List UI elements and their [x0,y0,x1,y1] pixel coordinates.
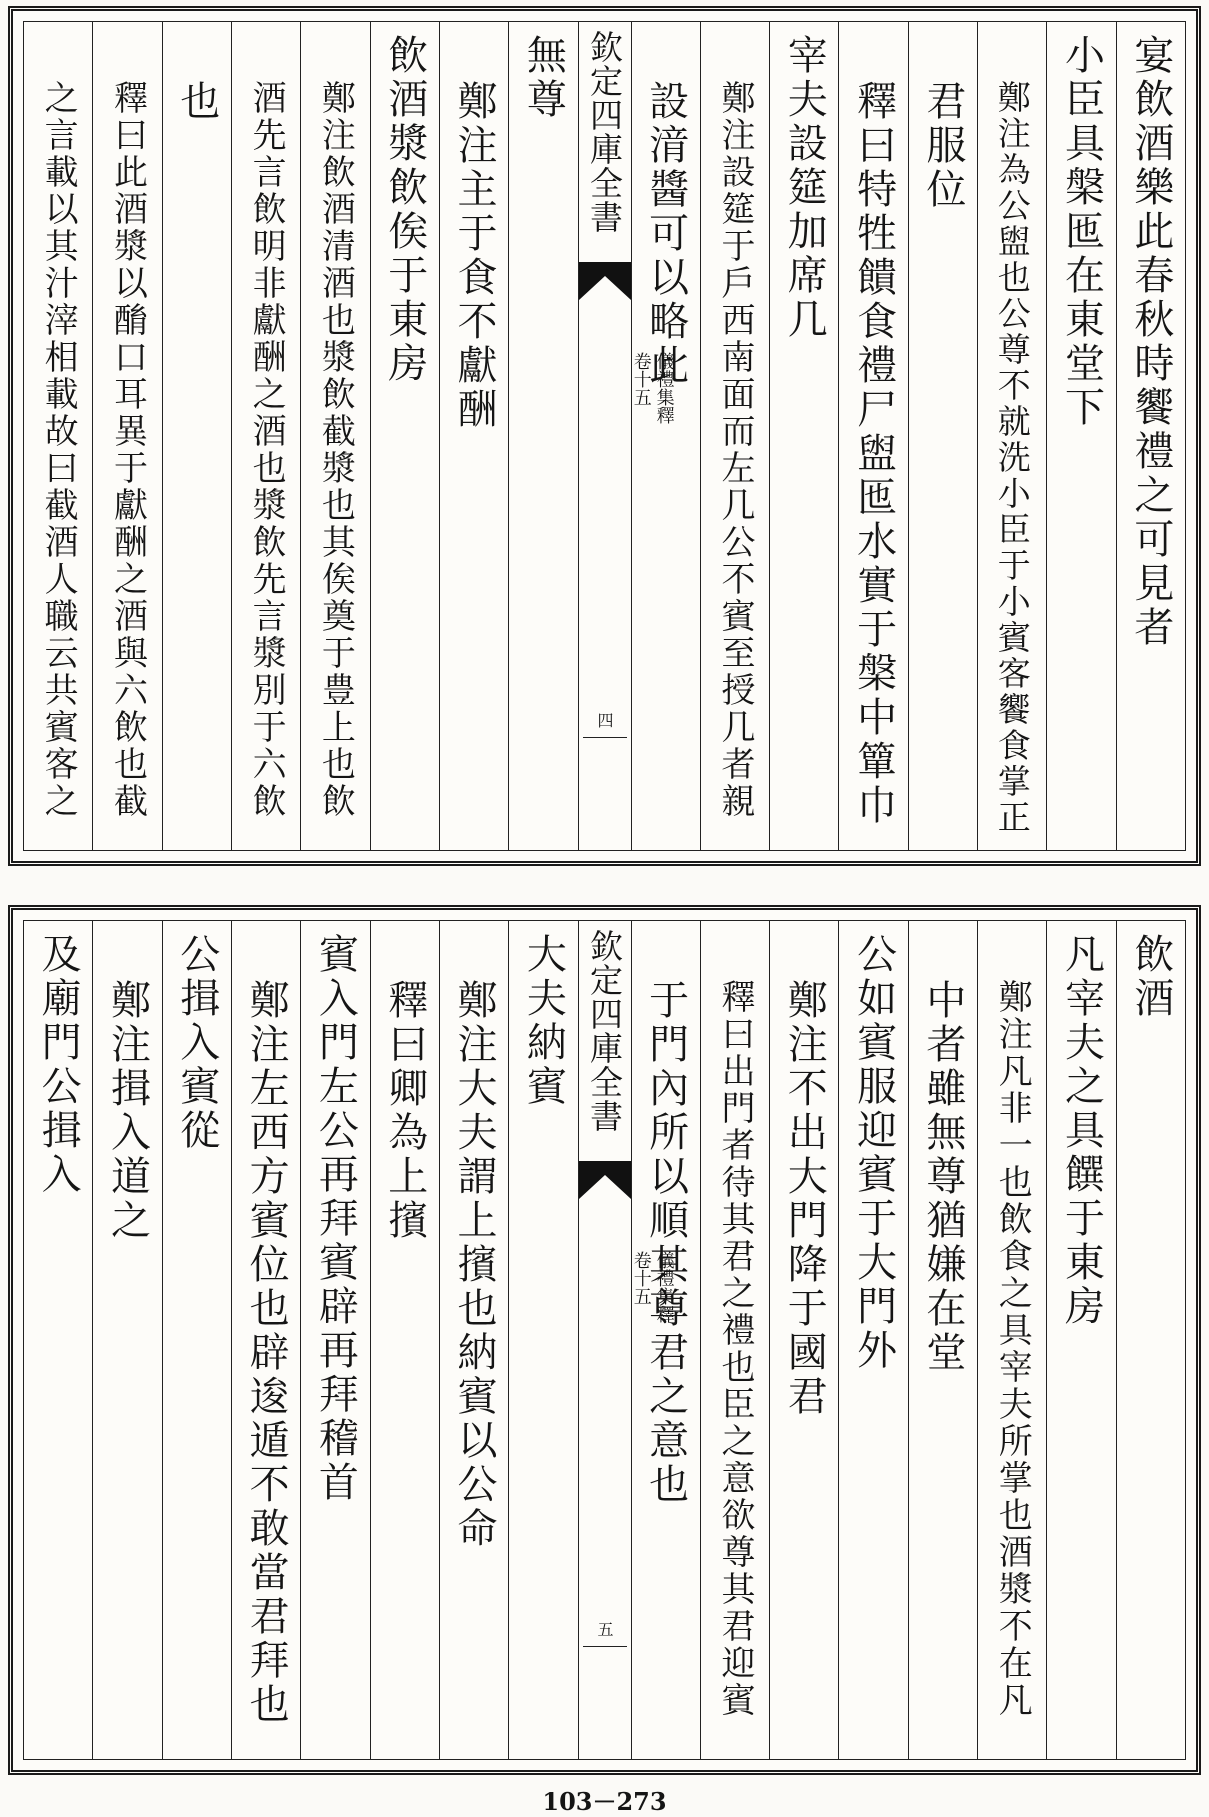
text-column [838,921,907,1759]
column-text: 鄭注凡非一也飲食之具宰夫所掌也酒漿不在凡 [992,979,1033,1719]
column-text: 宰夫設筵加席几 [781,34,828,342]
text-column [631,921,700,1759]
top-page [8,6,1201,866]
text-column [977,22,1046,850]
column-text: 釋曰此酒漿以酳口耳異于獻酬之酒與六飲也截 [107,80,148,820]
column-text: 之言載以其汁滓相載故曰截酒人職云共賓客之 [38,80,79,820]
column-text: 公如賓服迎賓于大門外 [850,933,897,1373]
column-text: 鄭注大夫謂上擯也納賓以公命 [451,979,498,1551]
text-column [300,22,369,850]
text-column [700,921,769,1759]
column-text: 賓入門左公再拜賓辟再拜稽首 [312,933,359,1505]
column-text: 君服位 [919,80,966,212]
column-text: 飲酒漿飲俟于東房 [381,34,428,386]
fish-tail-ornament [579,262,631,300]
column-text: 中者雖無尊猶嫌在堂 [919,979,966,1375]
text-column [508,921,577,1759]
bottom-page-frame [23,920,1186,1760]
spine-title: 欽定四庫全書 [585,30,624,234]
column-text: 也 [173,80,220,124]
column-text: 釋曰卿為上擯 [381,979,428,1243]
spine-volume: 卷十五 [630,352,652,406]
page-footer-number: 103－273 [542,1787,667,1816]
spine-volume: 卷十五 [630,1251,652,1305]
column-text: 鄭注為公盥也公尊不就洗小臣于小賓客饗食掌正 [992,80,1032,836]
column-text: 凡宰夫之具饌于東房 [1058,933,1105,1329]
text-column [162,921,231,1759]
column-text: 釋曰特牲饋食禮尸盥匜水實于槃中簞巾 [850,80,897,828]
spine-rule [583,737,627,738]
column-text: 于門內所以順其尊君之意也 [642,979,689,1507]
text-column [231,22,300,850]
text-column [300,921,369,1759]
spine-book-name: 儀禮集釋 [653,352,675,424]
text-column [1116,22,1185,850]
column-text: 鄭注不出大門降于國君 [781,979,828,1419]
column-text: 小臣具槃匜在東堂下 [1058,34,1105,430]
text-column [908,921,977,1759]
page-number: 五 [595,1621,614,1637]
column-text: 鄭注飲酒清酒也漿飲截漿也其俟奠于豊上也飲 [315,80,356,820]
text-column [439,22,508,850]
text-column [631,22,700,850]
spine-title: 欽定四庫全書 [585,929,624,1133]
text-column [162,22,231,850]
column-text: 鄭注左西方賓位也辟逡遁不敢當君拜也 [243,979,290,1727]
text-column [838,22,907,850]
column-text: 設湇醬可以略此 [642,80,689,388]
fish-tail-ornament [579,1161,631,1199]
column-text: 及廟門公揖入 [35,933,82,1197]
column-text: 酒先言飲明非獻酬之酒也漿飲先言漿別于六飲 [246,80,287,820]
bottom-page [8,905,1201,1775]
column-text: 宴飲酒樂此春秋時饗禮之可見者 [1127,34,1174,650]
text-column [92,22,161,850]
text-column [439,921,508,1759]
text-column [24,22,92,850]
text-column [1046,22,1115,850]
column-text: 鄭注主于食不獻酬 [451,80,498,432]
column-text: 公揖入賓從 [173,933,220,1153]
text-column [24,921,92,1759]
column-text: 鄭注揖入道之 [104,979,151,1243]
text-column [370,921,439,1759]
spine-book-name: 儀禮集釋 [653,1251,675,1323]
top-page-frame [23,21,1186,851]
column-text: 飲酒 [1127,933,1174,1021]
text-column [231,921,300,1759]
text-column [769,22,838,850]
column-text: 大夫納賓 [520,933,567,1109]
text-column [92,921,161,1759]
column-text: 釋曰出門者待其君之禮也臣之意欲尊其君迎賓 [714,979,755,1719]
text-column [908,22,977,850]
column-text: 鄭注設筵于戶西南面而左几公不賓至授几者親 [714,80,755,820]
page-number: 四 [595,712,614,728]
text-column [977,921,1046,1759]
text-column [700,22,769,850]
text-column [769,921,838,1759]
text-column [370,22,439,850]
text-column [1046,921,1115,1759]
text-column [508,22,577,850]
text-column [1116,921,1185,1759]
spine-rule [583,1646,627,1647]
column-text: 無尊 [520,34,567,122]
